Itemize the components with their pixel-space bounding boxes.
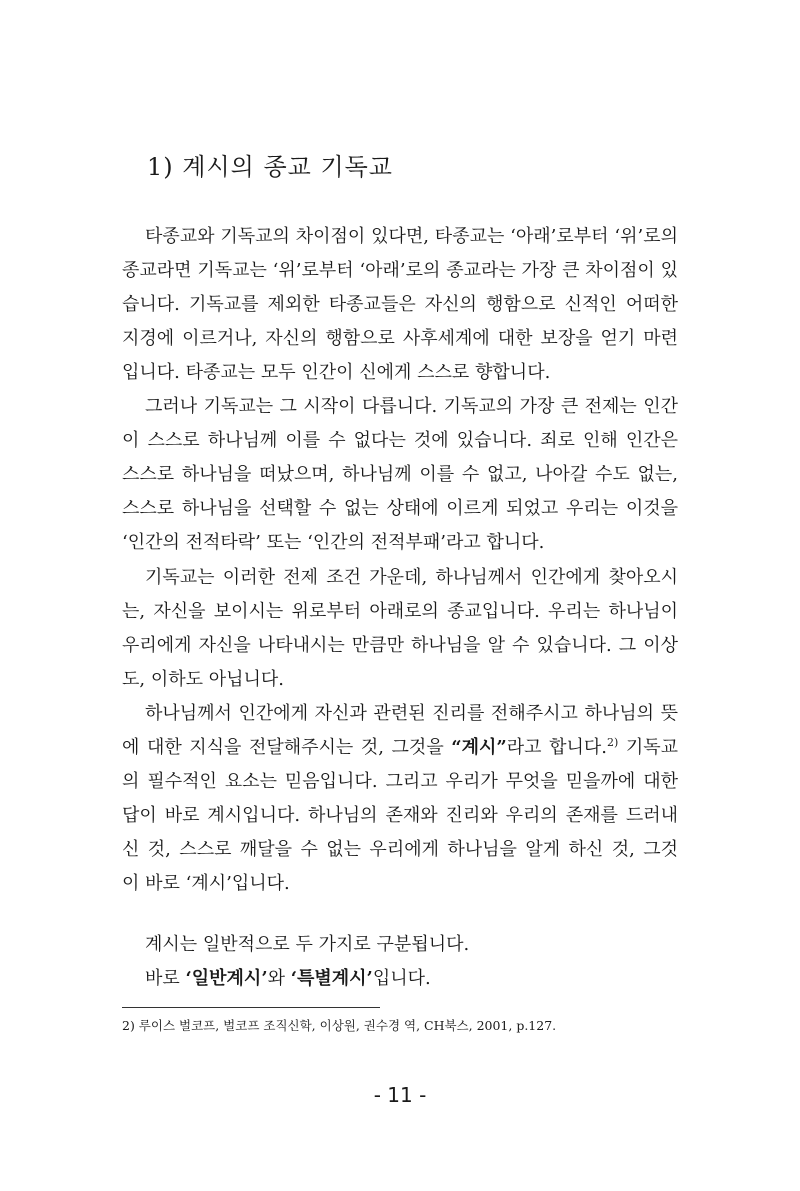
section-heading: 1) 계시의 종교 기독교 [147,153,393,181]
text-span: 바로 [145,968,186,989]
paragraph-2-line: 스스로 하나님을 선택할 수 없는 상태에 이르게 되었고 우리는 이것을 [122,498,678,519]
paragraph-2-line: ‘인간의 전적타락’ 또는 ‘인간의 전적부패’라고 합니다. [122,532,545,553]
text-span: 기독교 [618,737,678,758]
paragraph-1-line: 종교라면 기독교는 ‘위’로부터 ‘아래’로의 종교라는 가장 큰 차이점이 있 [122,260,678,281]
paragraph-4-line: 의 필수적인 요소는 믿음입니다. 그리고 우리가 무엇을 믿을까에 대한 [122,771,678,792]
keyword-general-revelation: ‘일반계시’ [185,968,268,989]
paragraph-2-line: 그러나 기독교는 그 시작이 다릅니다. 기독교의 가장 큰 전제는 인간 [145,396,678,417]
paragraph-5-line: 계시는 일반적으로 두 가지로 구분됩니다. [145,934,470,955]
paragraph-4-line: 하나님께서 인간에게 자신과 관련된 진리를 전해주시고 하나님의 뜻 [145,703,678,724]
paragraph-5-line [145,964,678,994]
text-span: 라고 합니다. [506,737,607,758]
paragraph-4-line: 신 것, 스스로 깨달을 수 없는 우리에게 하나님을 알게 하신 것, 그것 [122,839,678,860]
paragraph-1-line: 지경에 이르거나, 자신의 행함으로 사후세계에 대한 보장을 얻기 마련 [122,328,678,349]
paragraph-4-line: 답이 바로 계시입니다. 하나님의 존재와 진리와 우리의 존재를 드러내 [122,805,678,826]
text-span: 와 [267,968,291,989]
footnote-divider [122,1007,380,1008]
text-span: 입니다. [372,968,431,989]
paragraph-3-line: 는, 자신을 보이시는 위로부터 아래로의 종교입니다. 우리는 하나님이 [122,601,678,622]
footnote-ref[interactable]: 2) [606,736,619,749]
paragraph-1-line: 입니다. 타종교는 모두 인간이 신에게 스스로 향합니다. [122,362,551,383]
keyword-revelation: “계시” [451,737,507,758]
paragraph-2-line: 스스로 하나님을 떠났으며, 하나님께 이를 수 없고, 나아갈 수도 없는, [122,464,678,485]
text-span: 에 대한 지식을 전달해주시는 것, 그것을 [122,737,452,758]
paragraph-1-line: 타종교와 기독교의 차이점이 있다면, 타종교는 ‘아래’로부터 ‘위’로의 [145,226,678,247]
paragraph-2-line: 이 스스로 하나님께 이를 수 없다는 것에 있습니다. 죄로 인해 인간은 [122,430,678,451]
footnote: 2) 루이스 벌코프, 벌코프 조직신학, 이상원, 권수경 역, CH북스, 2001, p.127. [122,1018,557,1033]
paragraph-3-line: 기독교는 이러한 전제 조건 가운데, 하나님께서 인간에게 찾아오시 [145,567,678,588]
paragraph-1-line: 습니다. 기독교를 제외한 타종교들은 자신의 행함으로 신적인 어떠한 [122,294,678,315]
keyword-special-revelation: ‘특별계시’ [290,968,373,989]
paragraph-3-line: 도, 이하도 아닙니다. [122,669,284,690]
page-number: - 11 - [373,1083,427,1107]
paragraph-4-line: 이 바로 ‘계시’입니다. [122,873,290,894]
paragraph-3-line: 우리에게 자신을 나타내시는 만큼만 하나님을 알 수 있습니다. 그 이상 [122,635,678,656]
paragraph-4-line [122,733,678,763]
